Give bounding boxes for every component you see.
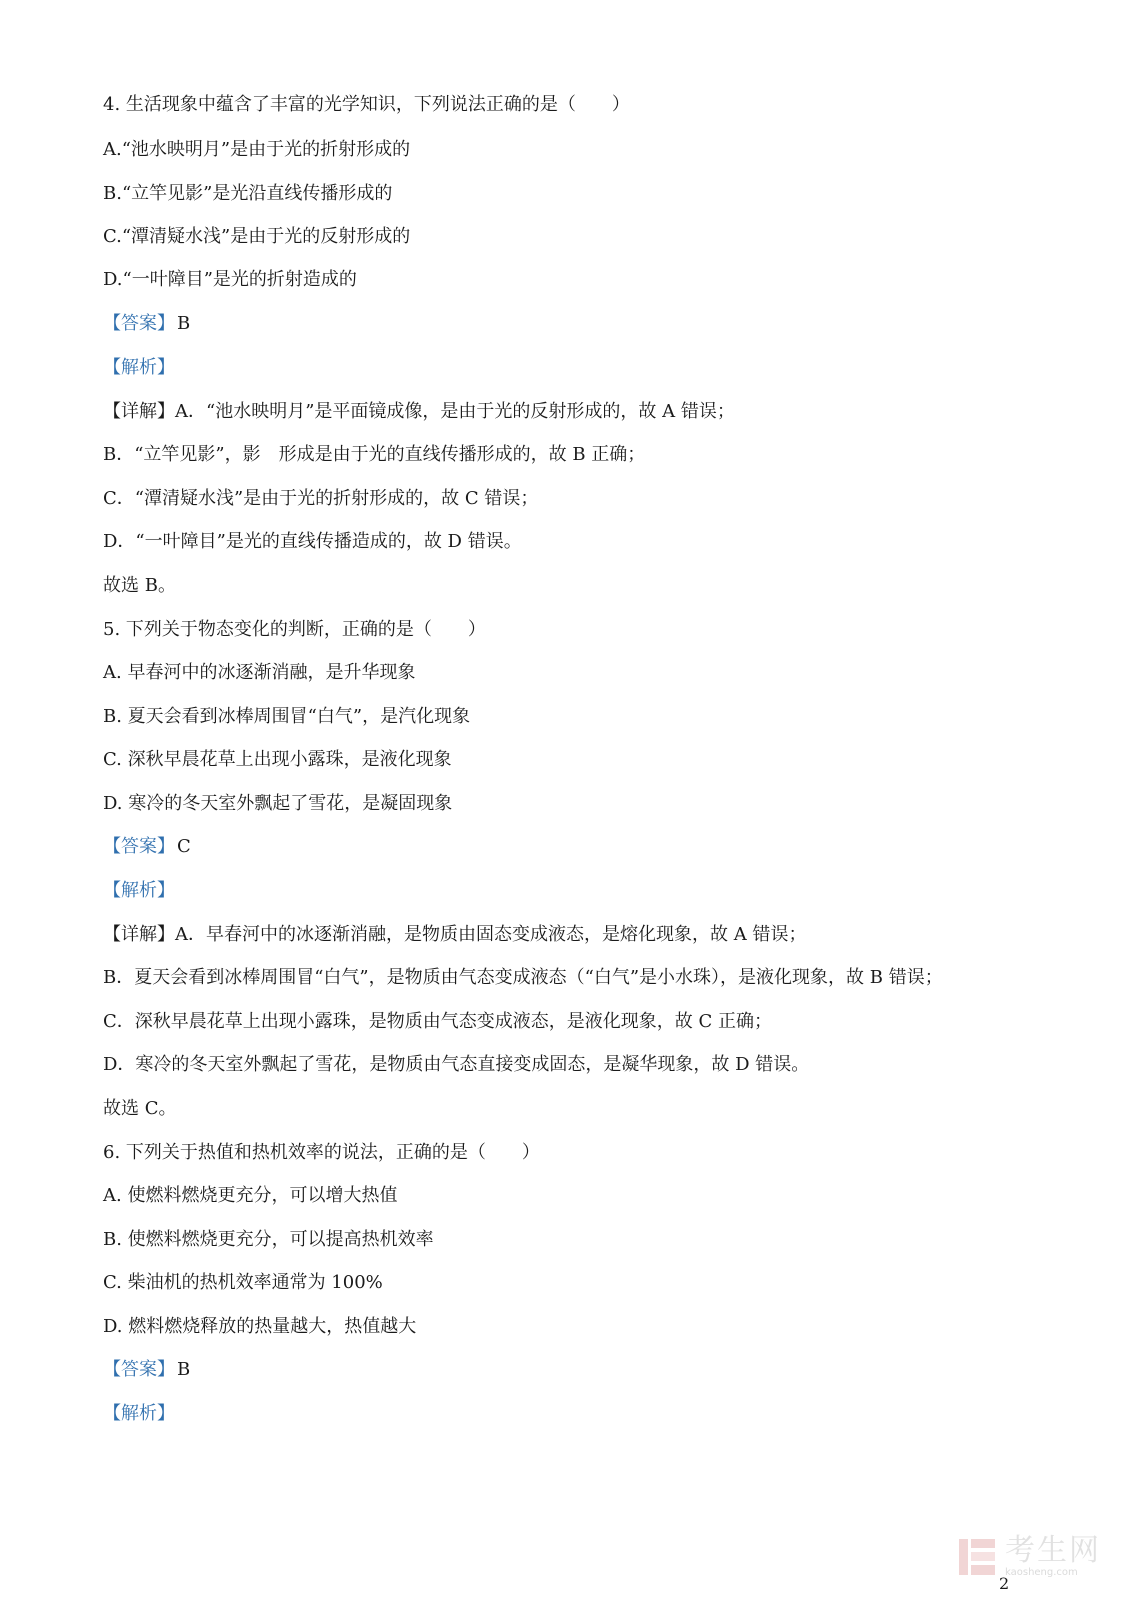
- watermark: [957, 1535, 1101, 1579]
- question-5-detail-c: C．深秋早晨花草上出现小露珠，是物质由气态变成液态，是液化现象，故 C 正确；: [103, 1011, 772, 1032]
- question-6-option-a: A. 使燃料燃烧更充分，可以增大热值: [103, 1185, 398, 1206]
- answer-tag: 【答案】: [103, 313, 175, 334]
- question-4-option-d: D.“一叶障目”是光的折射造成的: [103, 269, 357, 290]
- question-5-option-d: D. 寒冷的冬天室外飘起了雪花，是凝固现象: [103, 793, 453, 814]
- question-5-option-a: A. 早春河中的冰逐渐消融，是升华现象: [103, 662, 416, 683]
- question-5-answer: [103, 835, 191, 859]
- question-4-answer: [103, 312, 190, 336]
- question-4-stem: 4. 生活现象中蕴含了丰富的光学知识，下列说法正确的是（ ）: [103, 94, 630, 115]
- analysis-tag: 【解析】: [103, 357, 175, 378]
- question-5-detail-d: D．寒冷的冬天室外飘起了雪花，是物质由气态直接变成固态，是凝华现象，故 D 错误。: [103, 1054, 810, 1075]
- detail-tag: 【详解】: [103, 401, 175, 422]
- question-6-option-b: B. 使燃料燃烧更充分，可以提高热机效率: [103, 1229, 434, 1250]
- question-4-detail-a: 【详解】A．“池水映明月”是平面镜成像，是由于光的反射形成的，故 A 错误；: [103, 401, 735, 422]
- question-6-option-c: C. 柴油机的热机效率通常为 100%: [103, 1272, 383, 1293]
- question-4-detail-d: D．“一叶障目”是光的直线传播造成的，故 D 错误。: [103, 531, 522, 552]
- question-6-analysis-heading: [103, 1402, 175, 1426]
- answer-value: C: [177, 836, 191, 857]
- question-5-detail-a: 【详解】A．早春河中的冰逐渐消融，是物质由固态变成液态，是熔化现象，故 A 错误；: [103, 924, 807, 945]
- answer-tag: 【答案】: [103, 836, 175, 857]
- answer-value: B: [177, 1359, 191, 1380]
- watermark-logo-icon: [957, 1537, 997, 1577]
- question-5-stem: 5. 下列关于物态变化的判断，正确的是（ ）: [103, 619, 486, 640]
- page-number: 2: [999, 1574, 1010, 1593]
- analysis-tag: 【解析】: [103, 880, 175, 901]
- watermark-name: 考生网: [1005, 1533, 1101, 1568]
- answer-value: B: [177, 313, 191, 334]
- watermark-url: kaosheng.com: [1005, 1567, 1078, 1578]
- question-5-analysis-heading: [103, 879, 175, 903]
- question-4-detail-b: B．“立竿见影”，影 形成是由于光的直线传播形成的，故 B 正确；: [103, 444, 646, 465]
- analysis-tag: 【解析】: [103, 1403, 175, 1424]
- question-6-stem: 6. 下列关于热值和热机效率的说法，正确的是（ ）: [103, 1142, 540, 1163]
- question-5-option-c: C. 深秋早晨花草上出现小露珠，是液化现象: [103, 749, 452, 770]
- question-5-detail-b: B．夏天会看到冰棒周围冒“白气”，是物质由气态变成液态（“白气”是小水珠），是液化现象，故 B 错误；: [103, 967, 943, 988]
- question-4-option-b: B.“立竿见影”是光沿直线传播形成的: [103, 183, 393, 204]
- detail-tag: 【详解】: [103, 924, 175, 945]
- question-6-answer: [103, 1358, 190, 1382]
- question-4-analysis-heading: [103, 356, 175, 380]
- question-4-conclusion: 故选 B。: [103, 575, 176, 596]
- question-4-option-a: A.“池水映明月”是由于光的折射形成的: [103, 139, 411, 160]
- question-5-conclusion: 故选 C。: [103, 1098, 177, 1119]
- question-4-detail-c: C．“潭清疑水浅”是由于光的折射形成的，故 C 错误；: [103, 488, 539, 509]
- answer-tag: 【答案】: [103, 1359, 175, 1380]
- question-5-option-b: B. 夏天会看到冰棒周围冒“白气”，是汽化现象: [103, 706, 471, 727]
- question-4-option-c: C.“潭清疑水浅”是由于光的反射形成的: [103, 226, 411, 247]
- question-6-option-d: D. 燃料燃烧释放的热量越大，热值越大: [103, 1316, 417, 1337]
